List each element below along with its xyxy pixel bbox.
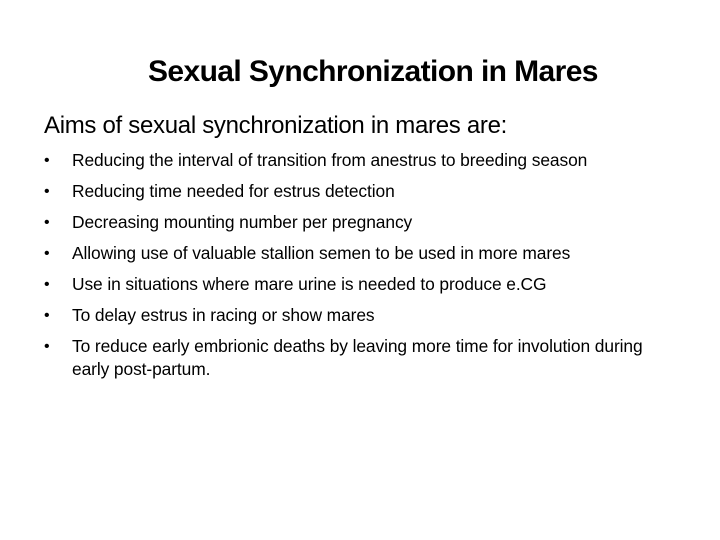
bullet-text: To delay estrus in racing or show mares <box>72 305 375 325</box>
bullet-text: Use in situations where mare urine is needed to produce e.CG <box>72 274 547 294</box>
bullet-item <box>44 273 664 296</box>
bullet-item <box>44 335 664 381</box>
bullet-icon: • <box>44 152 50 169</box>
bullet-item <box>44 149 664 172</box>
bullet-icon: • <box>44 214 50 231</box>
bullet-icon: • <box>44 276 50 293</box>
bullet-text: Reducing the interval of transition from anestrus to breeding season <box>72 150 588 170</box>
bullet-icon: • <box>44 183 50 200</box>
bullet-text: To reduce early embrionic deaths by leaving more time for involution during early post-partum. <box>72 336 643 379</box>
bullet-list <box>44 149 664 389</box>
bullet-icon: • <box>44 338 50 355</box>
bullet-item <box>44 211 664 234</box>
bullet-item <box>44 242 664 265</box>
bullet-text: Decreasing mounting number per pregnancy <box>72 212 413 232</box>
bullet-text: Allowing use of valuable stallion semen to be used in more mares <box>72 243 571 263</box>
slide-title: Sexual Synchronization in Mares <box>148 55 598 88</box>
bullet-item <box>44 180 664 203</box>
bullet-icon: • <box>44 245 50 262</box>
slide-subtitle: Aims of sexual synchronization in mares are: <box>44 112 508 139</box>
bullet-text: Reducing time needed for estrus detection <box>72 181 395 201</box>
bullet-item <box>44 304 664 327</box>
bullet-icon: • <box>44 307 50 324</box>
